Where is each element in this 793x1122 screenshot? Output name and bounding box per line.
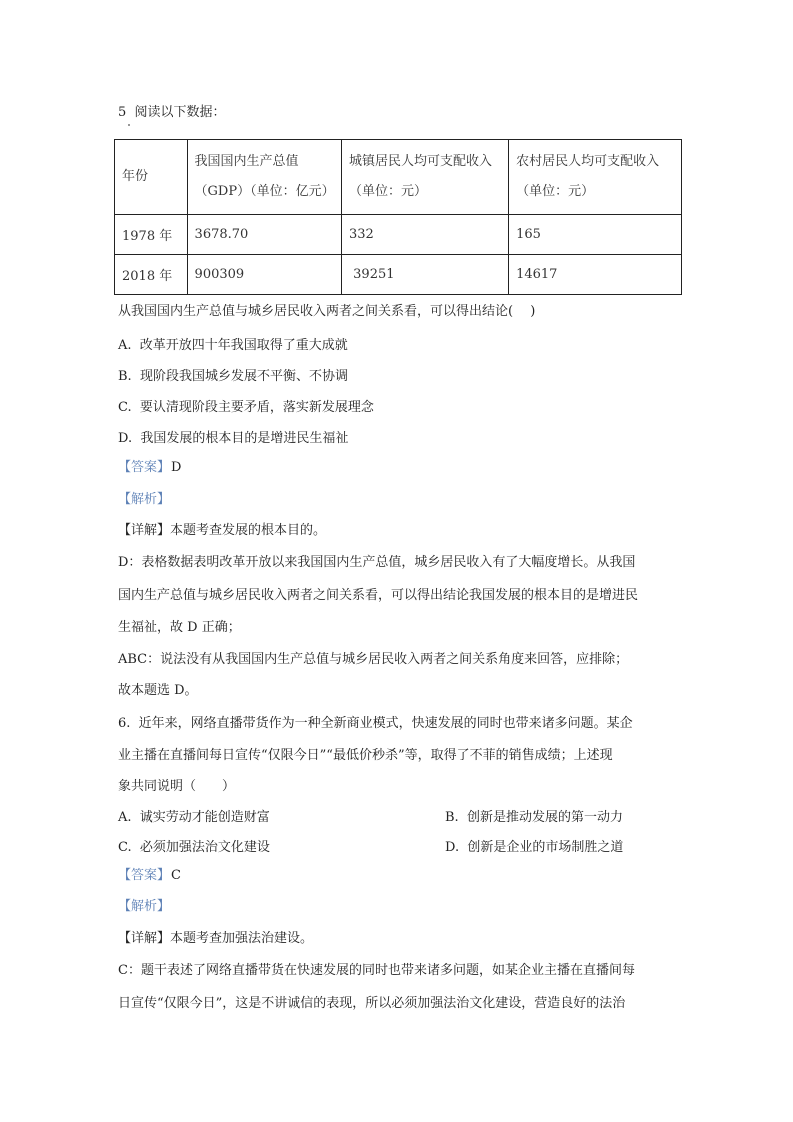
- cell-rural: 14617: [509, 255, 682, 295]
- answer-value: C: [171, 868, 181, 883]
- header-rural-income: 农村居民人均可支配收入 （单位：元）: [509, 140, 682, 215]
- analysis-label: 【解析】: [118, 492, 171, 507]
- q5-analysis: [118, 492, 170, 508]
- q5-answer: [118, 460, 181, 476]
- q5-number: 5: [118, 105, 127, 120]
- header-year: 年份: [115, 140, 188, 215]
- detail-label: 【详解】: [118, 931, 171, 946]
- cell-year: 1978 年: [115, 215, 188, 255]
- detail-text: 本题考查加强法治建设。: [170, 931, 314, 946]
- stray-dot: [128, 124, 130, 126]
- detail-text: 本题考查发展的根本目的。: [170, 523, 327, 538]
- cell-rural: 165: [509, 215, 682, 255]
- q5-option-a: A. 改革开放四十年我国取得了重大成就: [118, 338, 348, 353]
- q6-detail: [118, 931, 313, 947]
- q6-stem-line: 象共同说明（ ）: [118, 779, 236, 794]
- q5-option-c: C. 要认清现阶段主要矛盾，落实新发展理念: [118, 400, 374, 415]
- q6-option-a: A. 诚实劳动才能创造财富: [118, 810, 270, 825]
- header-gdp: 我国国内生产总值 （GDP）（单位：亿元）: [187, 140, 341, 215]
- q5-question: 从我国国内生产总值与城乡居民收入两者之间关系看，可以得出结论( ): [118, 304, 536, 319]
- q6-analysis: [118, 899, 170, 915]
- q5-detail: [118, 523, 326, 539]
- q5-option-b: B. 现阶段我国城乡发展不平衡、不协调: [118, 369, 348, 384]
- q5-heading: [118, 105, 226, 121]
- data-table: [114, 139, 682, 295]
- q5-explanation-line: 国内生产总值与城乡居民收入两者之间关系看，可以得出结论我国发展的根本目的是增进民: [118, 588, 639, 603]
- q5-explanation-line: ABC：说法没有从我国国内生产总值与城乡居民收入两者之间关系角度来回答，应排除；: [118, 652, 629, 667]
- answer-label: 【答案】: [118, 868, 171, 883]
- answer-label: 【答案】: [118, 460, 171, 475]
- analysis-label: 【解析】: [118, 899, 171, 914]
- q6-option-d: D. 创新是企业的市场制胜之道: [445, 840, 624, 855]
- q6-stem-line: 6. 近年来，网络直播带货作为一种全新商业模式，快速发展的同时也带来诸多问题。某企: [118, 716, 633, 731]
- q6-explanation-line: 日宣传“仅限今日”，这是不讲诚信的表现，所以必须加强法治文化建设，营造良好的法治: [118, 996, 626, 1011]
- q5-explanation-line: D：表格数据表明改革开放以来我国国内生产总值，城乡居民收入有了大幅度增长。从我国: [118, 555, 636, 570]
- q6-answer: [118, 868, 181, 884]
- q6-explanation-line: C：题干表述了网络直播带货在快速发展的同时也带来诸多问题，如某企业主播在直播间每: [118, 963, 635, 978]
- q6-option-c: C. 必须加强法治文化建设: [118, 840, 270, 855]
- detail-label: 【详解】: [118, 523, 171, 538]
- answer-value: D: [171, 460, 182, 475]
- cell-gdp: 3678.70: [187, 215, 341, 255]
- cell-gdp: 900309: [187, 255, 341, 295]
- q5-explanation-line: 生福祉，故 D 正确；: [118, 620, 241, 635]
- q5-explanation-line: 故本题选 D。: [118, 683, 198, 698]
- cell-urban: 332: [342, 215, 509, 255]
- q6-stem-line: 业主播在直播间每日宣传“仅限今日”“最低价秒杀”等，取得了不菲的销售成绩；上述现: [118, 748, 613, 763]
- cell-year: 2018 年: [115, 255, 188, 295]
- table-row: [115, 215, 682, 255]
- cell-urban: 39251: [342, 255, 509, 295]
- header-urban-income: 城镇居民人均可支配收入 （单位：元）: [342, 140, 509, 215]
- q6-option-b: B. 创新是推动发展的第一动力: [445, 810, 623, 825]
- table-header-row: [115, 140, 682, 215]
- q5-prompt: 阅读以下数据：: [134, 105, 226, 120]
- q5-option-d: D. 我国发展的根本目的是增进民生福祉: [118, 431, 349, 446]
- table-row: [115, 255, 682, 295]
